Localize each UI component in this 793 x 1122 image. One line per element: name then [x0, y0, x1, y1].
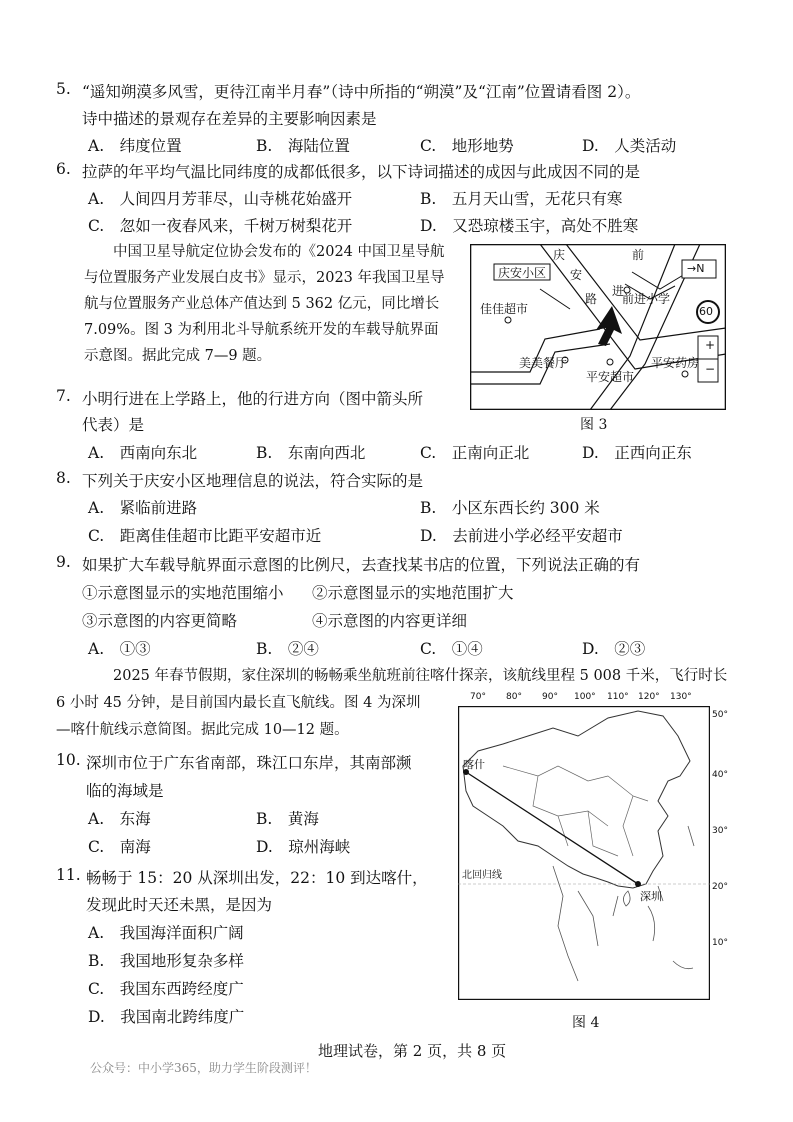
q6-number: 6.	[56, 160, 71, 178]
q10-option-c: C. 南海	[88, 838, 151, 856]
q9-option-d: D. ②③	[582, 640, 646, 658]
q9-option-a: A. ①③	[88, 640, 151, 658]
lon-130: 130°	[670, 692, 692, 702]
passage1-line3: 航与位置服务产业总体产值达到 5 362 亿元，同比增长	[84, 296, 440, 312]
road-char-1: 庆	[553, 248, 566, 262]
q10-number: 10.	[56, 751, 81, 769]
q6-stem: 拉萨的年平均气温比同纬度的成都低很多，以下诗词描述的成因与此成因不同的是	[82, 163, 641, 181]
lat-20: 20°	[712, 882, 728, 892]
lat-50: 50°	[712, 710, 728, 720]
pingan-supermarket-label: 平安超市	[586, 370, 635, 384]
q9-statement-1: ①示意图显示的实地范围缩小	[82, 584, 284, 602]
q6-option-c: C. 忽如一夜春风来，千树万树梨花开	[88, 217, 353, 235]
q11-stem-line2: 发现此时天还未黑，是因为	[86, 896, 273, 914]
pharmacy-marker	[682, 371, 688, 377]
q7-option-a: A. 西南向东北	[88, 444, 198, 462]
q5-stem-line1: “遥知朔漠多风雪，更待江南半月春”（诗中所指的“朔漠”及“江南”位置请看图 2）。	[82, 83, 641, 101]
zoom-out-button[interactable]: −	[705, 362, 716, 376]
q7-option-b: B. 东南向西北	[256, 444, 366, 462]
q10-option-b: B. 黄海	[256, 810, 319, 828]
passage2-line1: 2025 年春节假期，家住深圳的畅畅乘坐航班前往喀什探亲，该航线里程 5 008 千米，飞行时长	[84, 668, 728, 684]
q10-option-d: D. 琼州海峡	[256, 838, 351, 856]
q5-option-c: C. 地形地势	[420, 137, 514, 155]
q10-stem-line2: 临的海域是	[86, 782, 164, 800]
q7-option-d: D. 正西向正东	[582, 444, 692, 462]
q11-option-c: C. 我国东西跨经度广	[88, 980, 244, 998]
restaurant-label: 美美餐厅	[519, 356, 568, 370]
pingan-supermarket-marker	[607, 359, 613, 365]
lat-40: 40°	[712, 770, 728, 780]
lat-10: 10°	[712, 938, 728, 948]
road-char-2: 安	[570, 268, 583, 282]
q9-statement-2: ②示意图显示的实地范围扩大	[312, 584, 514, 602]
tropic-label: 北回归线	[462, 870, 502, 881]
lon-110: 110°	[607, 692, 629, 702]
q8-number: 8.	[56, 469, 71, 487]
figure4-route-map	[458, 706, 710, 1000]
passage2-line2: 6 小时 45 分钟，是目前国内最长直飞航线。图 4 为深圳	[56, 695, 421, 711]
community-label: 庆安小区	[498, 266, 547, 280]
q7-number: 7.	[56, 387, 71, 405]
lon-90: 90°	[542, 692, 558, 702]
q10-option-a: A. 东海	[88, 810, 151, 828]
q11-stem-line1: 畅畅于 15：20 从深圳出发，22：10 到达喀什，	[86, 869, 428, 887]
kashgar-label: 喀什	[463, 758, 485, 771]
lat-30: 30°	[712, 826, 728, 836]
watermark: 公众号：中小学365，助力学生阶段测评！	[90, 1061, 317, 1075]
lon-80: 80°	[506, 692, 522, 702]
lon-100: 100°	[574, 692, 596, 702]
q9-statement-4: ④示意图的内容更详细	[312, 612, 468, 630]
road-qianjin-char-2: 进	[612, 284, 625, 298]
q8-option-a: A. 紧临前进路	[88, 499, 198, 517]
q5-option-d: D. 人类活动	[582, 137, 677, 155]
q9-stem: 如果扩大车载导航界面示意图的比例尺，去查找某书店的位置，下列说法正确的有	[82, 556, 641, 574]
q6-option-d: D. 又恐琼楼玉宇，高处不胜寒	[420, 217, 639, 235]
q9-option-c: C. ①④	[420, 640, 483, 658]
figure3-caption: 图 3	[580, 417, 608, 433]
q11-option-b: B. 我国地形复杂多样	[88, 952, 244, 970]
jiajia-supermarket-marker	[505, 317, 511, 323]
shenzhen-marker	[635, 881, 641, 887]
road-qianjin-char-1: 前	[632, 248, 645, 262]
q11-number: 11.	[56, 866, 81, 884]
road-char-3: 路	[585, 292, 598, 306]
page-footer: 地理试卷，第 2 页，共 8 页	[318, 1042, 507, 1060]
passage1-line1: 中国卫星导航定位协会发布的《2024 中国卫星导航	[84, 244, 445, 260]
q7-stem-line2: 代表）是	[82, 416, 145, 434]
q10-stem-line1: 深圳市位于广东省南部，珠江口东岸，其南部濒	[86, 754, 412, 772]
passage1-line5: 示意图。据此完成 7—9 题。	[84, 348, 272, 364]
q5-option-b: B. 海陆位置	[256, 137, 350, 155]
north-label: →N	[687, 262, 705, 275]
lon-120: 120°	[638, 692, 660, 702]
q9-number: 9.	[56, 553, 71, 571]
pharmacy-label: 平安药房	[651, 356, 700, 370]
q6-option-a: A. 人间四月芳菲尽，山寺桃花始盛开	[88, 190, 353, 208]
speed-label: 60	[699, 305, 713, 318]
lon-70: 70°	[470, 692, 486, 702]
passage2-line3: —喀什航线示意简图。据此完成 10—12 题。	[56, 722, 349, 738]
q9-option-b: B. ②④	[256, 640, 319, 658]
q11-option-a: A. 我国海洋面积广阔	[88, 924, 244, 942]
q11-option-d: D. 我国南北跨纬度广	[88, 1008, 245, 1026]
school-label: 前进小学	[622, 292, 671, 306]
q5-stem-line2: 诗中描述的景观存在差异的主要影响因素是	[82, 110, 377, 128]
zoom-in-button[interactable]: +	[705, 338, 716, 352]
q8-stem: 下列关于庆安小区地理信息的说法，符合实际的是	[82, 472, 424, 490]
q6-option-b: B. 五月天山雪，无花只有寒	[420, 190, 623, 208]
q8-option-d: D. 去前进小学必经平安超市	[420, 527, 623, 545]
jiajia-label: 佳佳超市	[480, 302, 529, 316]
q9-statement-3: ③示意图的内容更简略	[82, 612, 238, 630]
figure4-caption: 图 4	[572, 1015, 600, 1031]
q7-option-c: C. 正南向正北	[420, 444, 530, 462]
q8-option-c: C. 距离佳佳超市比距平安超市近	[88, 527, 322, 545]
shenzhen-label: 深圳	[640, 890, 662, 903]
q8-option-b: B. 小区东西长约 300 米	[420, 499, 600, 517]
passage1-line4: 7.09%。图 3 为利用北斗导航系统开发的车载导航界面	[84, 322, 439, 338]
q5-number: 5.	[56, 80, 71, 98]
q7-stem-line1: 小明行进在上学路上，他的行进方向（图中箭头所	[82, 390, 424, 408]
q5-option-a: A. 纬度位置	[88, 137, 182, 155]
passage1-line2: 与位置服务产业发展白皮书》显示，2023 年我国卫星导	[84, 270, 445, 286]
